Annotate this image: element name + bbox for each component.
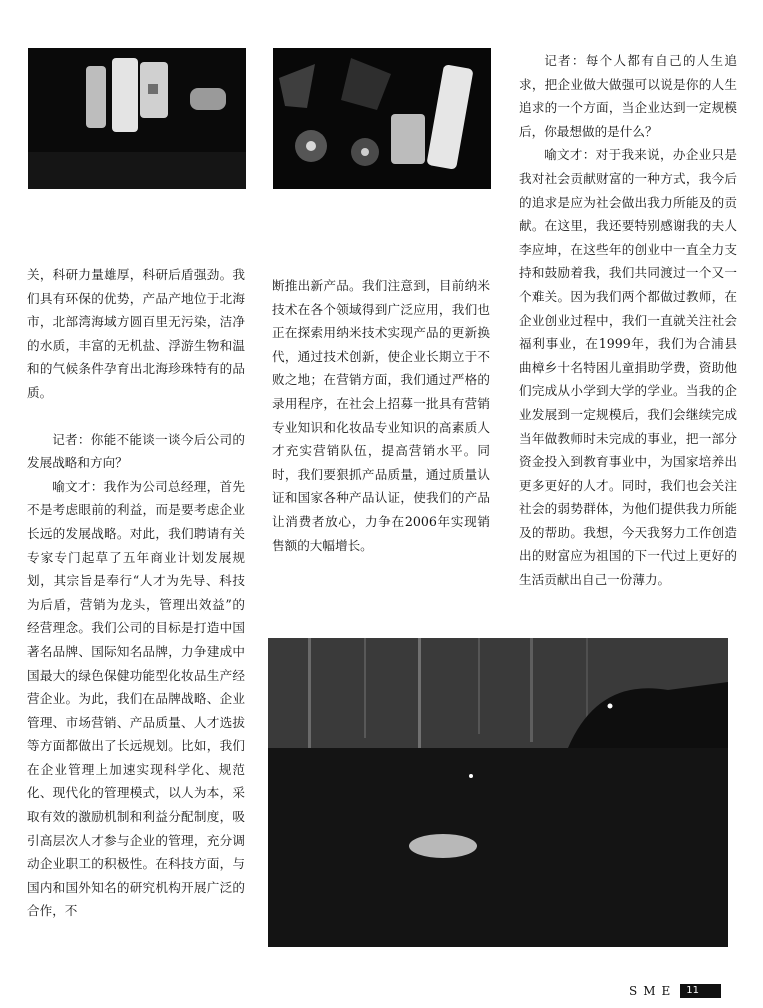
paragraph-research: 关，科研力量雄厚，科研后盾强劲。我们具有环保的优势，产品产地位于北海市，北部湾海域方圆百里无污染，洁净的水质，丰富的无机盐、浮游生物和温和的气候条件孕育出北海珍珠特有的品质。 (27, 267, 245, 400)
paragraph-marketing: 断推出新产品。我们注意到，目前纳米技术在各个领域得到广泛应用，我们也正在探索用纳米技术实现产品的更新换代，通过技术创新，使企业长期立于不败之地；在营销方面，我们通过严格的录用程序，在社会上招募一批具有营销专业知识和化妆品专业知识的高素质人才充实营销队伍，提高营销水平。同时，我们要狠抓产品质量，通过质量认证和国家各种产品认证，使我们的产品让消费者放心，力争在2006年实现销售额的大幅增长。 (272, 278, 490, 553)
product-photo-flowers (273, 48, 491, 189)
page-number: 11 (680, 984, 721, 998)
article-column-2 (272, 274, 490, 557)
answer-pursuit: 喻文才：对于我来说，办企业只是我对社会贡献财富的一种方式，我今后的追求是应为社会做出我力所能及的贡献。在这里，我还要特别感谢我的夫人李应坤，在这些年的创业中一直全力支持和鼓励着我，我们共同渡过一个又一个难关。因为我们两个都做过教师，在企业创业过程中，我们一直就关注社会福利事业，在1999年，我们为合浦县曲樟乡十名特困儿童捐助学费，资助他们完成从小学到大学的学业。当我的企业发展到一定规模后，我们会继续完成当年做教师时未完成的事业，把一部分资金投入到教育事业中，为国家培养出更多更好的人才。同时，我们也会关注社会的弱势群体，为他们提供我力所能及的帮助。我想，今天我努力工作创造出的财富应为祖国的下一代过上更好的生活贡献出自己一份薄力。 (519, 147, 737, 588)
answer-strategy: 喻文才：我作为公司总经理，首先不是考虑眼前的利益，而是要考虑企业长远的发展战略。对此，我们聘请有关专家专门起草了五年商业计划发展规划，其宗旨是奉行“人才为先导、科技为后盾，营销为龙头，管理出效益”的经营理念。我们公司的目标是打造中国著名品牌、国际知名品牌，力争建成中国最大的绿色保健功能型化妆品生产经营企业。为此，我们在品牌战略、企业管理、市场营销、产品质量、人才选拔等方面都做出了长远规划。比如，我们在企业管理上加速实现科学化、规范化、现代化的管理模式，以人为本，采取有效的激励机制和利益分配制度，吸引高层次人才参与企业的管理，充分调动企业职工的积极性。在科技方面，与国内和国外知名的研究机构开展广泛的合作，不 (27, 478, 245, 919)
magazine-brand: SME (629, 984, 677, 998)
article-column-3 (519, 49, 737, 592)
product-photo-bottles (28, 48, 246, 189)
article-column-1 (27, 263, 245, 923)
question-pursuit: 记者：每个人都有自己的人生追求，把企业做大做强可以说是你的人生追求的一个方面，当企业达到一定规模后，你最想做的是什么？ (519, 53, 737, 139)
question-strategy: 记者：你能不能谈一谈今后公司的发展战略和方向？ (27, 431, 245, 471)
page-footer (629, 983, 721, 999)
night-scene-photo (268, 638, 728, 947)
